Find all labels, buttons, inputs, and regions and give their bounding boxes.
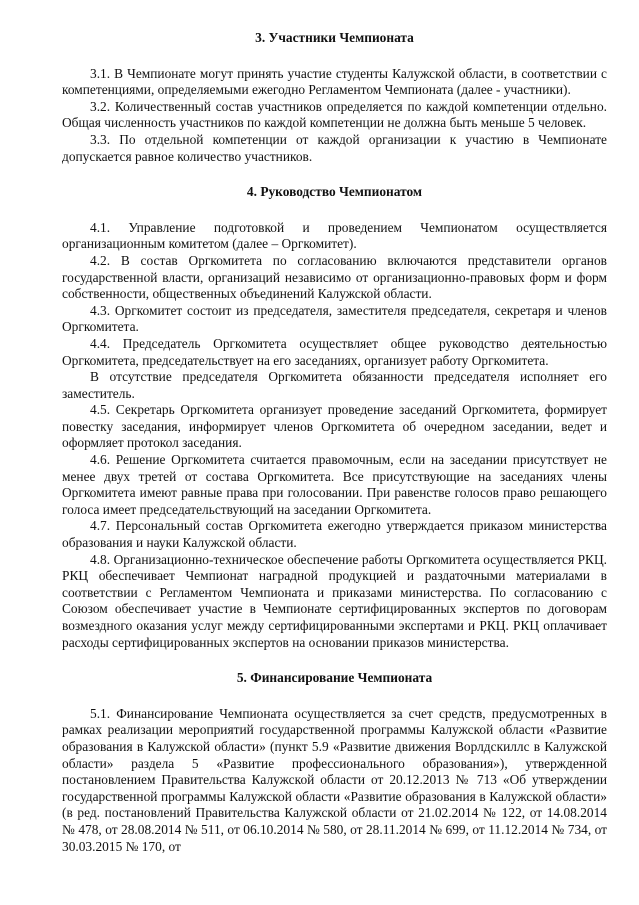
paragraph: 4.3. Оргкомитет состоит из председателя, заместителя председателя, секретаря и членов Оргкомитета. — [62, 302, 607, 335]
paragraph: 5.1. Финансирование Чемпионата осуществляется за счет средств, предусмотренных в рамках реализации мероприятий государственной программы Калужской области «Развитие образования в Калужской области» (пункт 5.9 «Развитие движения Ворлдскиллс в Калужской области» раздела 5 «Развитие профессионального образования»), утвержденной постановлением Правительства Калужской области от 20.12.2013 № 713 «Об утверждении государственной программы Калужской области «Развитие образования в Калужской области» (в ред. постановлений Правительства Калужской области от 21.02.2014 № 122, от 14.08.2014 № 478, от 28.08.2014 № 511, от 06.10.2014 № 580, от 28.11.2014 № 699, от 11.12.2014 № 734, от 30.03.2015 № 170, от — [62, 705, 607, 854]
paragraph: 3.2. Количественный состав участников определяется по каждой компетенции отдельно. Общая численность участников по каждой компетенции не должна быть меньше 5 человек. — [62, 98, 607, 131]
paragraph: 4.5. Секретарь Оргкомитета организует проведение заседаний Оргкомитета, формирует повестку заседания, информирует членов Оргкомитета об очередном заседании, ведет и оформляет протокол заседания. — [62, 402, 607, 451]
paragraph: 4.8. Организационно-техническое обеспечение работы Оргкомитета осуществляется РКЦ. РКЦ обеспечивает Чемпионат наградной продукцией и раздаточными материалами в соответствии с Регламентом Чемпионата и приказами министерства. По согласованию с Союзом обеспечивает участие в Чемпионате сертифицированных экспертов по договорам возмездного оказания услуг между сертифицированными экспертами и РКЦ. РКЦ оплачивает расходы сертифицированных экспертов на основании приказов министерства. — [62, 551, 607, 650]
document-page — [62, 30, 607, 855]
section-heading: 4. Руководство Чемпионатом — [246, 184, 423, 200]
paragraph: 4.6. Решение Оргкомитета считается правомочным, если на заседании присутствует не менее двух третей от состава Оргкомитета. Все присутствующие на заседаниях члены Оргкомитета имеют равные права при голосовании. При равенстве голосов право решающего голоса имеет председательствующий на заседании Оргкомитета. — [62, 452, 607, 517]
section-heading: 3. Участники Чемпионата — [255, 30, 414, 45]
paragraph: 4.7. Персональный состав Оргкомитета ежегодно утверждается приказом министерства образования и науки Калужской области. — [62, 518, 607, 551]
paragraph: 4.1. Управление подготовкой и проведением Чемпионатом осуществляется организационным комитетом (далее – Оргкомитет). — [62, 219, 607, 252]
paragraph: В отсутствие председателя Оргкомитета обязанности председателя исполняет его заместитель. — [62, 369, 607, 401]
paragraph: 4.4. Председатель Оргкомитета осуществляет общее руководство деятельностью Оргкомитета, председательствует на его заседаниях, организует работу Оргкомитета. — [62, 335, 607, 368]
section-heading: 5. Финансирование Чемпионата — [236, 670, 433, 686]
section-5 — [62, 670, 607, 855]
section-3 — [62, 30, 607, 165]
paragraph: 3.1. В Чемпионате могут принять участие студенты Калужской области, в соответствии с компетенциями, определяемыми ежегодно Регламентом Чемпионата (далее - участники). — [62, 65, 607, 98]
paragraph: 4.2. В состав Оргкомитета по согласованию включаются представители органов государственной власти, организаций независимо от организационно-правовых форм и форм собственности, общественных объединений Калужской области. — [62, 252, 607, 302]
section-4 — [62, 184, 607, 651]
paragraph: 3.3. По отдельной компетенции от каждой организации к участию в Чемпионате допускается равное количество участников. — [62, 131, 607, 164]
